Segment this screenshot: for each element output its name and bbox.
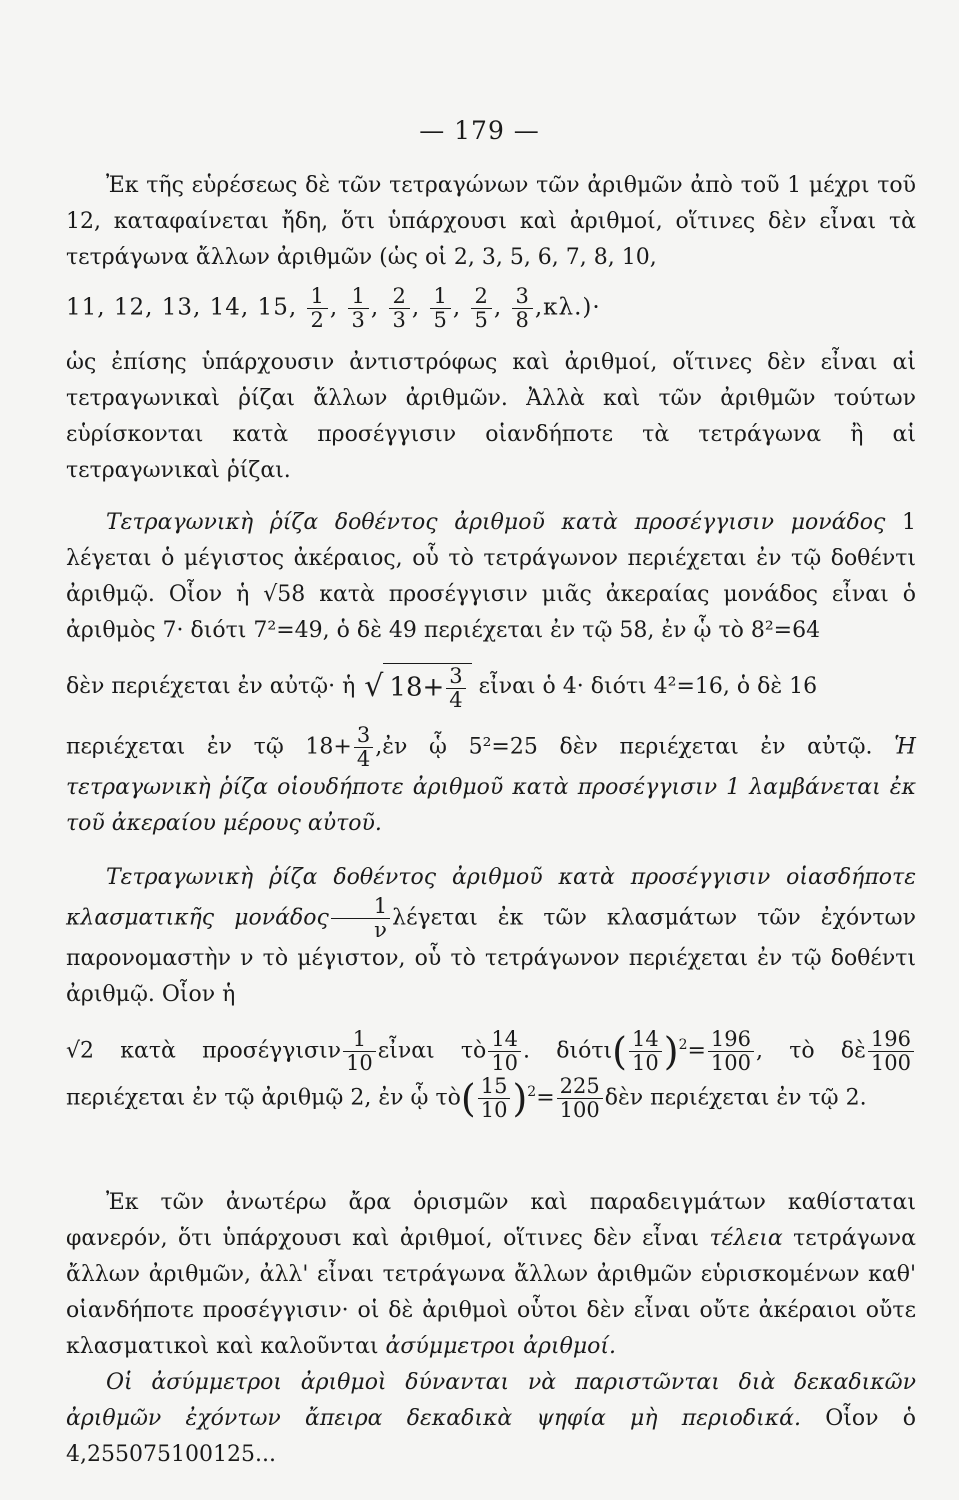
paragraph-1 bbox=[66, 168, 916, 489]
paragraph-3-text: Τετραγωνικὴ ῥίζα δοθέντος ἀριθμοῦ κατὰ προσέγγισιν μονάδος 1 λέγεται ὁ μέγιστος ἀκέραιος, οὗ τὸ τετράγωνον περιέχεται ἐν τῷ δοθέντι ἀριθμῷ. Οἷον ἡ √58 κατὰ προσέγγισιν μιᾶς ἀκεραίας μονάδος εἶναι ὁ ἀριθμὸς 7· διότι 7²=49, ὁ δὲ 49 περιέχεται ἐν τῷ 58, ἐν ᾧ τὸ 8²=64 bbox=[66, 510, 916, 643]
paragraph-1-text: Ἐκ τῆς εὑρέσεως δὲ τῶν τετραγώνων τῶν ἀριθμῶν ἀπὸ τοῦ 1 μέχρι τοῦ 12, καταφαίνεται ἤδη, ὅτι ὑπάρχουσι καὶ ἀριθμοί, οἵτινες δὲν εἶναι τὰ τετράγωνα ἄλλων ἀριθμῶν (ὡς οἱ 2, 3, 5, 6, 7, 8, 10, bbox=[66, 173, 916, 270]
fraction-line: περιέχεται ἐν τῷ 18+ $\frac{3}{4}$ ,ἐν ᾧ 5²=25 δὲν περιέχεται ἐν αὐτῷ. Ἡ τετραγωνικὴ ῥίζα οἱουδήποτε ἀριθμοῦ κατὰ προσέγγισιν 1 λαμβάνεται ἐκ τοῦ ἀκεραίου μέρους αὐτοῦ. bbox=[66, 723, 916, 836]
paragraph-4 bbox=[66, 860, 916, 1135]
integer-list: 11, 12, 13, 14, 15, bbox=[66, 294, 298, 321]
example-line: √2 κατὰ προσέγγισιν $\frac{1}{10}$ εἶναι τὸ $\frac{14}{10}$ . διότι( $\frac{14}{10}$ )$^2$= $\frac{196}{100}$ , τὸ δὲ $\frac{196}{100}$ περιέχεται ἐν τῷ ἀριθμῷ 2, ἐν ᾧ τὸ( $\frac{15}{10}$ )$^2$= $\frac{225}{100}$ δὲν περιέχεται ἐν τῷ 2. bbox=[66, 1027, 916, 1121]
paragraph-5-text: Ἐκ τῶν ἀνωτέρω ἄρα ὁρισμῶν καὶ παραδειγμάτων καθίσταται φανερόν, ὅτι ὑπάρχουσι καὶ ἀριθμοί, οἵτινες δὲν εἶναι τέλεια τετράγωνα ἄλλων ἀριθμῶν, ἀλλ' εἶναι τετράγωνα ἄλλων ἀριθμῶν εὑρισκομένων καθ' οἱανδήποτε προσέγγισιν· οἱ δὲ ἀριθμοὶ οὗτοι δὲν εἶναι οὔτε ἀκέραιοι οὔτε κλασματικοὶ καὶ καλοῦνται ἀσύμμετροι ἀριθμοί. bbox=[66, 1190, 916, 1359]
fraction: $\frac{1}{3}$ bbox=[348, 286, 368, 331]
paragraph-4-text: Τετραγωνικὴ ῥίζα δοθέντος ἀριθμοῦ κατὰ προσέγγισιν οἱασδήποτε κλασματικῆς μονάδος $\frac{1}{\nu}$ λέγεται ἐκ τῶν κλασμάτων τῶν ἐχόντων παρονομαστὴν ν τὸ μέγιστον, οὗ τὸ τετράγωνον περιέχεται ἐν τῷ δοθέντι ἀριθμῷ. Οἷον ἡ bbox=[66, 865, 916, 1007]
fraction: $\frac{2}{3}$ bbox=[389, 286, 409, 331]
fraction: $\frac{2}{5}$ bbox=[471, 286, 491, 331]
paragraph-5 bbox=[66, 1185, 916, 1365]
fraction: $\frac{3}{8}$ bbox=[512, 286, 532, 331]
paragraph-6-text: Οἱ ἀσύμμετροι ἀριθμοὶ δύνανται νὰ παριστῶνται διὰ δεκαδικῶν ἀριθμῶν ἐχόντων ἄπειρα δεκαδικὰ ψηφία μὴ περιοδικά. Οἷον ὁ 4,255075100125... bbox=[66, 1370, 917, 1467]
fraction: $\frac{1}{2}$ bbox=[307, 286, 327, 331]
paragraph-2-text: ὡς ἐπίσης ὑπάρχουσιν ἀντιστρόφως καὶ ἀριθμοί, οἵτινες δὲν εἶναι αἱ τετραγωνικαὶ ῥίζαι ἄλλων ἀριθμῶν. Ἀλλὰ καὶ τῶν ἀριθμῶν τούτων εὑρίσκονται κατὰ προσέγγισιν οἱανδήποτε τὰ τετράγωνα ἢ αἱ τετραγωνικαὶ ῥίζαι. bbox=[66, 350, 916, 483]
fraction: $\frac{1}{5}$ bbox=[430, 286, 450, 331]
radical-line: δὲν περιέχεται ἐν αὐτῷ· ἡ √ 18+ $\frac{3}{4}$ εἶναι ὁ 4· διότι 4²=16, ὁ δὲ 16 bbox=[66, 664, 818, 712]
page-number: — 179 — bbox=[419, 116, 540, 145]
fraction-list-row: 11, 12, 13, 14, 15, $\frac{1}{2}$ , $\frac{1}{3}$ , $\frac{2}{3}$ , $\frac{1}{5}$ , $\frac{2}{5}$ , $\frac{3}{8}$ ,κλ.)· bbox=[66, 284, 601, 332]
paragraph-6 bbox=[66, 1365, 916, 1473]
paragraph-3 bbox=[66, 505, 916, 856]
